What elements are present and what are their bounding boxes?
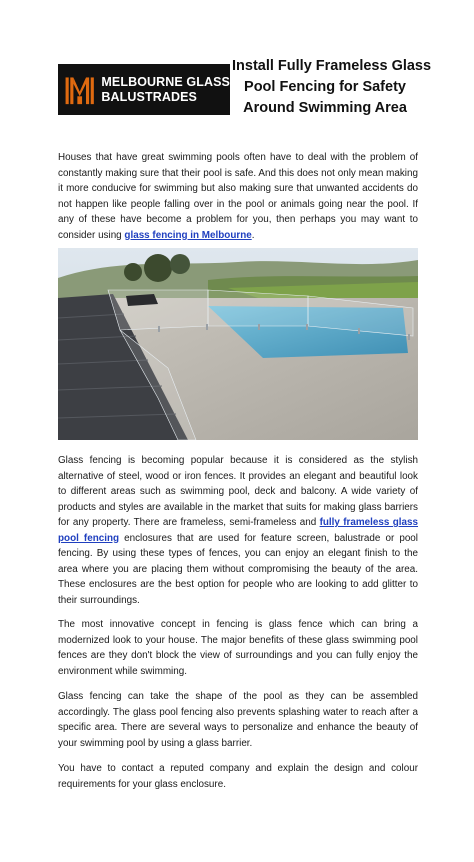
p2-text: Glass fencing is becoming popular because it is considered as the stylish alternative of steel, wood or iron fences. It provides an elegant and beautiful look to different areas such as swimming pool, deck and balcony. A wide variety of products and styles are available in the market that suits for making glass barriers for any property. There are frameless, semi-frameless and	[58, 455, 418, 528]
m-logo-icon	[64, 68, 95, 112]
intro-text: Houses that have great swimming pools often have to deal with the problem of constantly making sure that their pool is safe. And this does not only mean making it more conducive for swimming but also making sure that unwanted accidents do not happen like people falling over in the pool or animals going near the pool. If any of these have become a problem for you, then perhaps you may want to consider using	[58, 152, 418, 241]
logo-line-1: MELBOURNE GLASS	[101, 74, 230, 89]
p2-end: enclosures that are used for feature screen, balustrade or pool fencing. By using these types of fences, you can enjoy an elegant finish to the area where you are placing them without compromising the beauty of the area. These enclosures are the best option for people who are looking to add glitter to their surroundings.	[58, 532, 418, 606]
title-line-2: Pool Fencing for Safety	[244, 79, 406, 95]
intro-paragraph	[58, 150, 418, 243]
company-logo	[58, 64, 230, 115]
fully-frameless-link[interactable]: fully frameless glass pool fencing	[58, 517, 419, 544]
innovative-concept-paragraph: The most innovative concept in fencing is glass fence which can bring a modernized look to your house. The major benefits of these glass swimming pool fences are they don't block the view of surroundings and you can fully enjoy the environment while swimming.	[58, 619, 418, 677]
glass-fencing-melbourne-link[interactable]: glass fencing in Melbourne	[124, 229, 252, 241]
pool-shape-paragraph: Glass fencing can take the shape of the pool as they can be assembled accordingly. The glass pool fencing also prevents splashing water to reach after a specific area. There are several ways to personalize and enhance the beauty of your swimming pool by using a glass barrier.	[58, 691, 418, 749]
contact-paragraph: You have to contact a reputed company and explain the design and colour requirements for your glass enclosure.	[58, 763, 418, 790]
intro-end: .	[251, 229, 255, 241]
pool-fence-photo	[58, 248, 418, 440]
page-title	[232, 56, 432, 119]
logo-line-2: BALUSTRADES	[101, 89, 197, 104]
title-line-3: Around Swimming Area	[243, 100, 407, 116]
title-line-1: Install Fully Frameless Glass	[232, 58, 432, 74]
glass-fencing-paragraph	[58, 453, 418, 608]
